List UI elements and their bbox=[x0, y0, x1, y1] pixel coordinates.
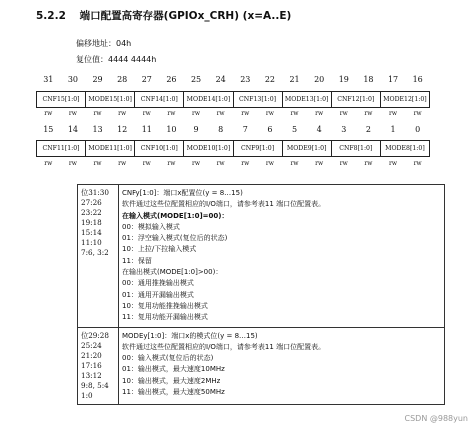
access-type: rw bbox=[413, 160, 422, 167]
section-title: 端口配置高寄存器(GPIOx_CRH) (x=A..E) bbox=[79, 10, 292, 22]
register-field: CNF10[1:0] bbox=[135, 141, 184, 156]
bit-number: 8 bbox=[218, 125, 224, 134]
description-line: 软件通过这些位配置相应的I/O端口，请参考表11 端口位配置表。 bbox=[122, 200, 326, 209]
access-type: rw bbox=[93, 160, 102, 167]
bit-position: 19:18 bbox=[81, 218, 102, 227]
access-type: rw bbox=[389, 160, 398, 167]
access-type: rw bbox=[192, 160, 201, 167]
access-type: rw bbox=[265, 160, 274, 167]
access-type: rw bbox=[192, 110, 201, 117]
access-type: rw bbox=[290, 160, 299, 167]
bit-position: 25:24 bbox=[81, 340, 102, 350]
low-bit-numbers bbox=[36, 125, 430, 137]
bit-number: 19 bbox=[338, 75, 349, 84]
section-heading bbox=[36, 8, 291, 23]
reset-value: 复位值：4444 4444h bbox=[76, 55, 157, 64]
bit-number: 25 bbox=[190, 75, 202, 84]
bit-number: 2 bbox=[365, 125, 371, 134]
description-line: 00：输入模式(复位后的状态) bbox=[122, 354, 214, 363]
high-register-fields bbox=[36, 91, 430, 108]
bit-number: 1 bbox=[390, 125, 396, 134]
access-type: rw bbox=[339, 110, 348, 117]
bit-number: 7 bbox=[242, 125, 248, 134]
bit-position: 27:26 bbox=[81, 198, 102, 207]
description-line: 10：输出模式，最大速度2MHz bbox=[122, 376, 221, 385]
register-field: CNF8[1:0] bbox=[332, 141, 381, 156]
access-type: rw bbox=[241, 160, 250, 167]
bit-number: 0 bbox=[415, 125, 421, 134]
bit-position: 17:16 bbox=[81, 360, 102, 370]
bit-number: 24 bbox=[215, 75, 226, 84]
bit-number: 29 bbox=[92, 75, 103, 84]
access-type: rw bbox=[339, 160, 348, 167]
bit-position: 9:8, 5:4 bbox=[81, 380, 109, 390]
bit-number: 4 bbox=[316, 125, 322, 134]
register-field: CNF11[1:0] bbox=[37, 141, 86, 156]
bit-number: 27 bbox=[141, 75, 152, 84]
access-type: rw bbox=[290, 110, 299, 117]
description-line: 01：浮空输入模式(复位后的状态) bbox=[122, 234, 228, 243]
bit-number: 18 bbox=[363, 75, 374, 84]
access-type: rw bbox=[167, 160, 176, 167]
bit-number: 6 bbox=[267, 125, 273, 134]
description-line: 软件通过这些位配置相应的I/O端口，请参考表11 端口位配置表。 bbox=[122, 342, 326, 351]
description-line: 00：通用推挽输出模式 bbox=[122, 279, 194, 288]
bit-number: 30 bbox=[67, 75, 79, 84]
access-type: rw bbox=[364, 110, 373, 117]
register-field: MODE12[1:0] bbox=[383, 96, 427, 103]
bit-number: 5 bbox=[292, 125, 298, 134]
description-line: 10：复用功能推挽输出模式 bbox=[122, 301, 208, 310]
bit-position: 15:14 bbox=[81, 228, 102, 237]
cnf-description bbox=[119, 185, 445, 328]
bit-position: 11:10 bbox=[81, 238, 102, 247]
bit-number: 17 bbox=[387, 75, 399, 84]
high-bit-numbers bbox=[36, 75, 430, 87]
access-type: rw bbox=[118, 110, 127, 117]
access-type: rw bbox=[315, 110, 324, 117]
register-field: MODE11[1:0] bbox=[86, 141, 135, 156]
register-field: CNF14[1:0] bbox=[135, 92, 184, 107]
bit-number: 14 bbox=[67, 125, 79, 134]
bit-position: 位29:28 bbox=[81, 330, 109, 340]
section-number: 5.2.2 bbox=[36, 10, 66, 22]
access-type: rw bbox=[216, 160, 225, 167]
description-line: 11：保留 bbox=[122, 256, 152, 265]
bit-number: 31 bbox=[43, 75, 54, 84]
access-type: rw bbox=[167, 110, 176, 117]
bit-number: 15 bbox=[43, 125, 54, 134]
access-type: rw bbox=[241, 110, 250, 117]
description-line: MODEy[1:0]：端口x的模式位(y = 8…15) bbox=[122, 331, 258, 340]
description-line: CNFy[1:0]：端口x配置位(y = 8…15) bbox=[122, 189, 243, 197]
bit-position: 1:0 bbox=[81, 390, 93, 400]
high-access-row bbox=[36, 110, 430, 120]
offset-address: 偏移地址：04h bbox=[76, 39, 132, 48]
bit-number: 23 bbox=[240, 75, 251, 84]
cnf-bit-positions bbox=[78, 185, 119, 328]
bit-position: 21:20 bbox=[81, 350, 102, 360]
register-field: MODE9[1:0] bbox=[283, 141, 332, 156]
access-type: rw bbox=[216, 110, 225, 117]
register-field: MODE10[1:0] bbox=[184, 141, 233, 156]
bit-position: 23:22 bbox=[81, 208, 102, 217]
register-field: MODE13[1:0] bbox=[283, 92, 332, 107]
register-field: CNF9[1:0] bbox=[234, 141, 283, 156]
low-register-fields bbox=[36, 140, 430, 157]
access-type: rw bbox=[315, 160, 324, 167]
low-access-row bbox=[36, 160, 430, 170]
register-field: CNF12[1:0] bbox=[332, 92, 381, 107]
mode-bit-positions bbox=[78, 327, 119, 404]
desc-row-mode bbox=[78, 327, 445, 404]
description-line: 在输出模式(MODE[1:0]>00)： bbox=[122, 268, 223, 277]
register-field: MODE15[1:0] bbox=[86, 92, 135, 107]
bit-number: 28 bbox=[117, 75, 128, 84]
register-field: CNF13[1:0] bbox=[234, 92, 283, 107]
bit-number: 22 bbox=[264, 75, 276, 84]
access-type: rw bbox=[68, 110, 77, 117]
access-type: rw bbox=[44, 110, 53, 117]
bit-number: 26 bbox=[166, 75, 177, 84]
watermark: CSDN @988yun bbox=[404, 414, 468, 423]
description-line: 11：复用功能开漏输出模式 bbox=[122, 313, 208, 322]
access-type: rw bbox=[68, 160, 77, 167]
bit-position: 13:12 bbox=[81, 370, 102, 380]
description-line: 00：模拟输入模式 bbox=[122, 222, 180, 231]
description-line: 11：输出模式，最大速度50MHz bbox=[122, 388, 225, 397]
description-line: 01：输出模式，最大速度10MHz bbox=[122, 365, 225, 374]
bit-number: 12 bbox=[117, 125, 128, 134]
bit-description-table bbox=[77, 184, 445, 405]
bit-position: 位31:30 bbox=[81, 188, 109, 197]
description-line: 在输入模式(MODE[1:0]=00)： bbox=[122, 211, 229, 220]
access-type: rw bbox=[265, 110, 274, 117]
access-type: rw bbox=[142, 160, 151, 167]
description-line: 10：上拉/下拉输入模式 bbox=[122, 245, 197, 254]
register-field: MODE8[1:0] bbox=[385, 145, 425, 152]
bit-number: 21 bbox=[289, 75, 300, 84]
bit-number: 16 bbox=[412, 75, 423, 84]
register-field: CNF15[1:0] bbox=[37, 92, 86, 107]
bit-number: 10 bbox=[166, 125, 177, 134]
access-type: rw bbox=[389, 110, 398, 117]
register-field: MODE14[1:0] bbox=[184, 92, 233, 107]
bit-number: 13 bbox=[92, 125, 103, 134]
bit-number: 20 bbox=[314, 75, 325, 84]
description-line: 01：通用开漏输出模式 bbox=[122, 290, 194, 299]
bit-position: 7:6, 3:2 bbox=[81, 248, 109, 257]
mode-description bbox=[119, 327, 445, 404]
bit-number: 3 bbox=[341, 125, 347, 134]
access-type: rw bbox=[93, 110, 102, 117]
desc-row-cnf bbox=[78, 185, 445, 328]
access-type: rw bbox=[44, 160, 53, 167]
access-type: rw bbox=[413, 110, 422, 117]
access-type: rw bbox=[142, 110, 151, 117]
bit-number: 11 bbox=[141, 125, 152, 134]
access-type: rw bbox=[364, 160, 373, 167]
bit-number: 9 bbox=[193, 125, 199, 134]
access-type: rw bbox=[118, 160, 127, 167]
